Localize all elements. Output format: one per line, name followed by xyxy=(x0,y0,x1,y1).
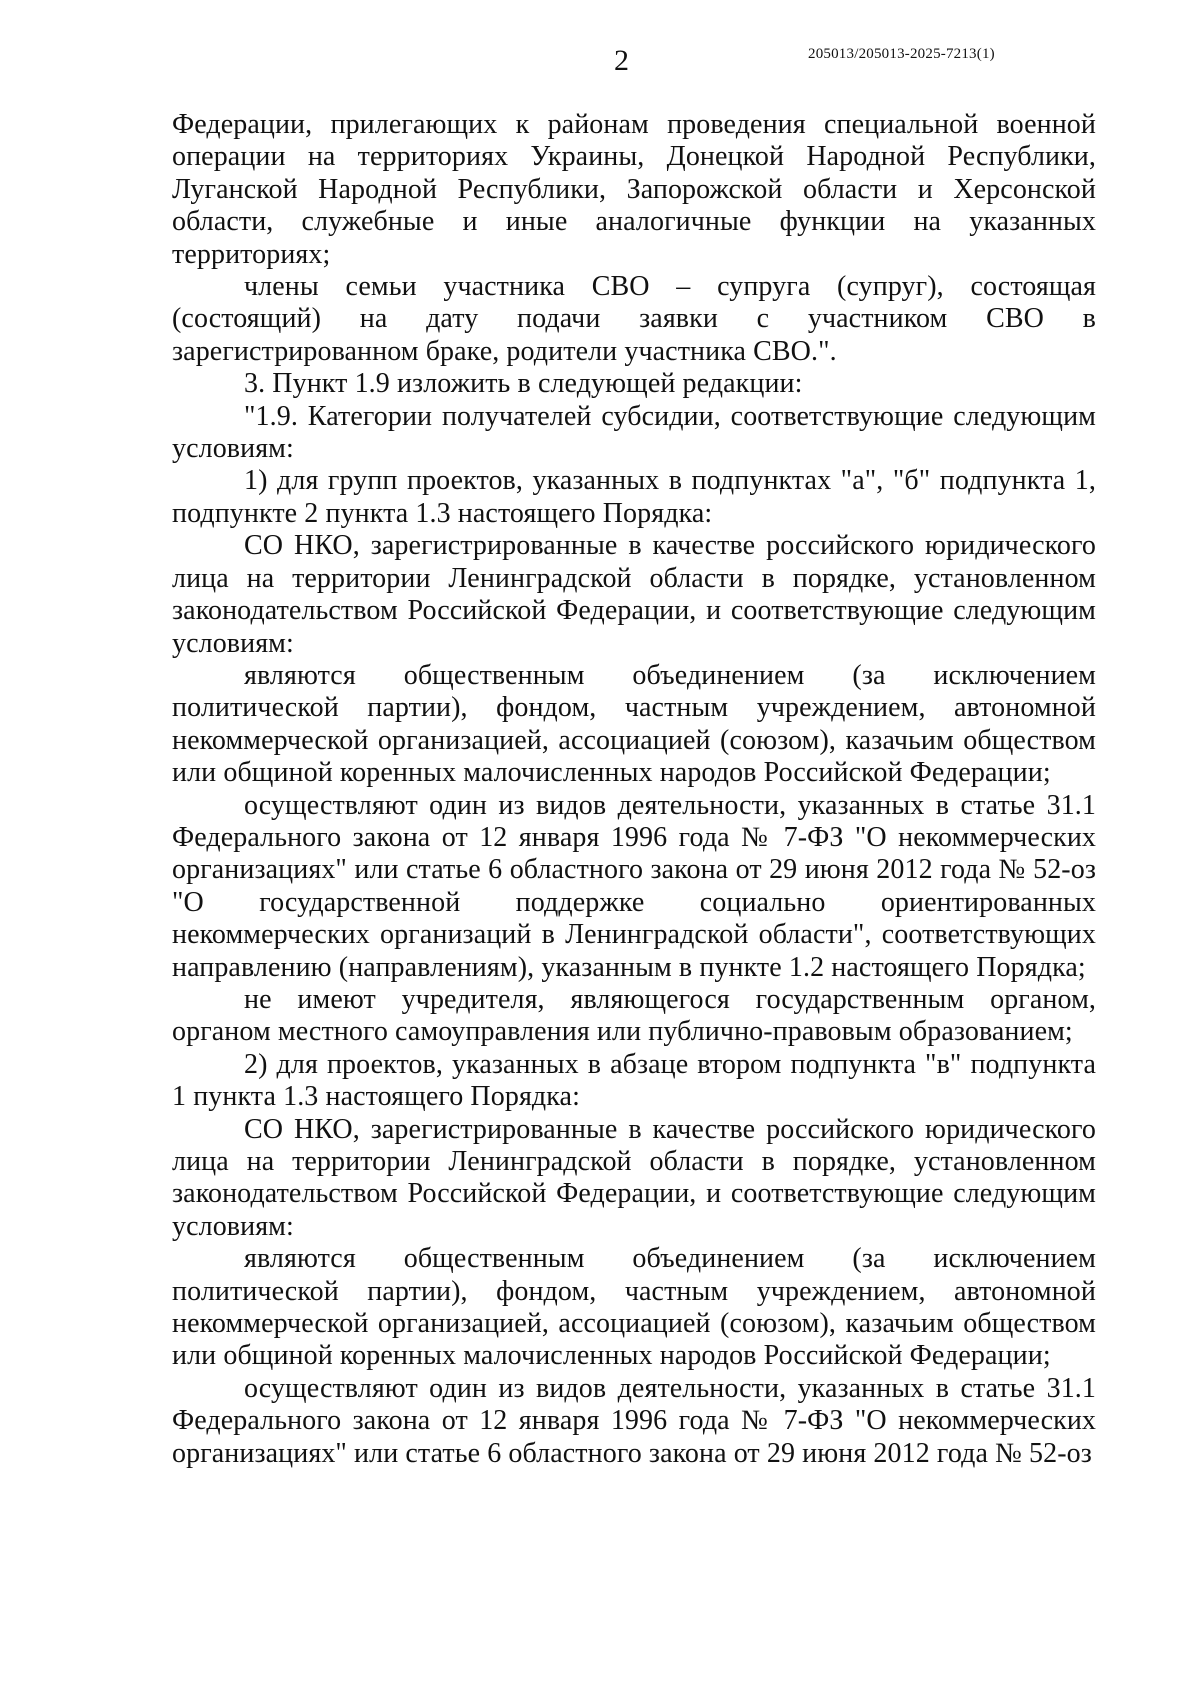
paragraph: члены семьи участника СВО – супруга (супруг), состоящая (состоящий) на дату подачи заявки с участником СВО в зарегистрированном браке, родители участника СВО.". xyxy=(172,271,1096,367)
paragraph: не имеют учредителя, являющегося государственным органом, органом местного самоуправления или публично-правовым образованием; xyxy=(172,983,1096,1048)
paragraph: 1) для групп проектов, указанных в подпунктах "а", "б" подпункта 1, подпункте 2 пункта 1.3 настоящего Порядка: xyxy=(172,465,1096,529)
document-id: 205013/205013-2025-7213(1) xyxy=(808,46,995,62)
paragraph: 2) для проектов, указанных в абзаце втором подпункта "в" подпункта 1 пункта 1.3 настоящего Порядка: xyxy=(172,1048,1096,1113)
document-body xyxy=(172,109,1096,1470)
paragraph: осуществляют один из видов деятельности, указанных в статье 31.1 Федерального закона от 12 января 1996 года № 7-ФЗ "О некоммерческих организациях" или статье 6 областного закона от 29 июня 2012 года № 52-оз "О государственной поддержке социально ориентированных некоммерческих организаций в Ленинградской области", соответствующих направлению (направлениям), указанным в пункте 1.2 настоящего Порядка; xyxy=(172,789,1096,983)
page-number: 2 xyxy=(614,44,629,77)
paragraph: "1.9. Категории получателей субсидии, соответствующие следующим условиям: xyxy=(172,400,1096,465)
paragraph: Федерации, прилегающих к районам проведения специальной военной операции на территориях Украины, Донецкой Народной Республики, Луганской Народной Республики, Запорожской области и Херсонской области, служебные и иные аналогичные функции на указанных территориях; xyxy=(172,109,1096,270)
paragraph: СО НКО, зарегистрированные в качестве российского юридического лица на территории Ленинградской области в порядке, установленном законодательством Российской Федерации, и соответствующие следующим условиям: xyxy=(172,530,1096,659)
paragraph: являются общественным объединением (за исключением политической партии), фондом, частным учреждением, автономной некоммерческой организацией, ассоциацией (союзом), казачьим обществом или общиной коренных малочисленных народов Российской Федерации; xyxy=(172,659,1096,789)
paragraph: СО НКО, зарегистрированные в качестве российского юридического лица на территории Ленинградской области в порядке, установленном законодательством Российской Федерации, и соответствующие следующим условиям: xyxy=(172,1113,1096,1242)
paragraph: осуществляют один из видов деятельности, указанных в статье 31.1 Федерального закона от 12 января 1996 года № 7-ФЗ "О некоммерческих организациях" или статье 6 областного закона от 29 июня 2012 года № 52-оз xyxy=(172,1372,1096,1469)
paragraph: 3. Пункт 1.9 изложить в следующей редакции: xyxy=(244,368,803,400)
paragraph: являются общественным объединением (за исключением политической партии), фондом, частным учреждением, автономной некоммерческой организацией, ассоциацией (союзом), казачьим обществом или общиной коренных малочисленных народов Российской Федерации; xyxy=(172,1243,1096,1372)
